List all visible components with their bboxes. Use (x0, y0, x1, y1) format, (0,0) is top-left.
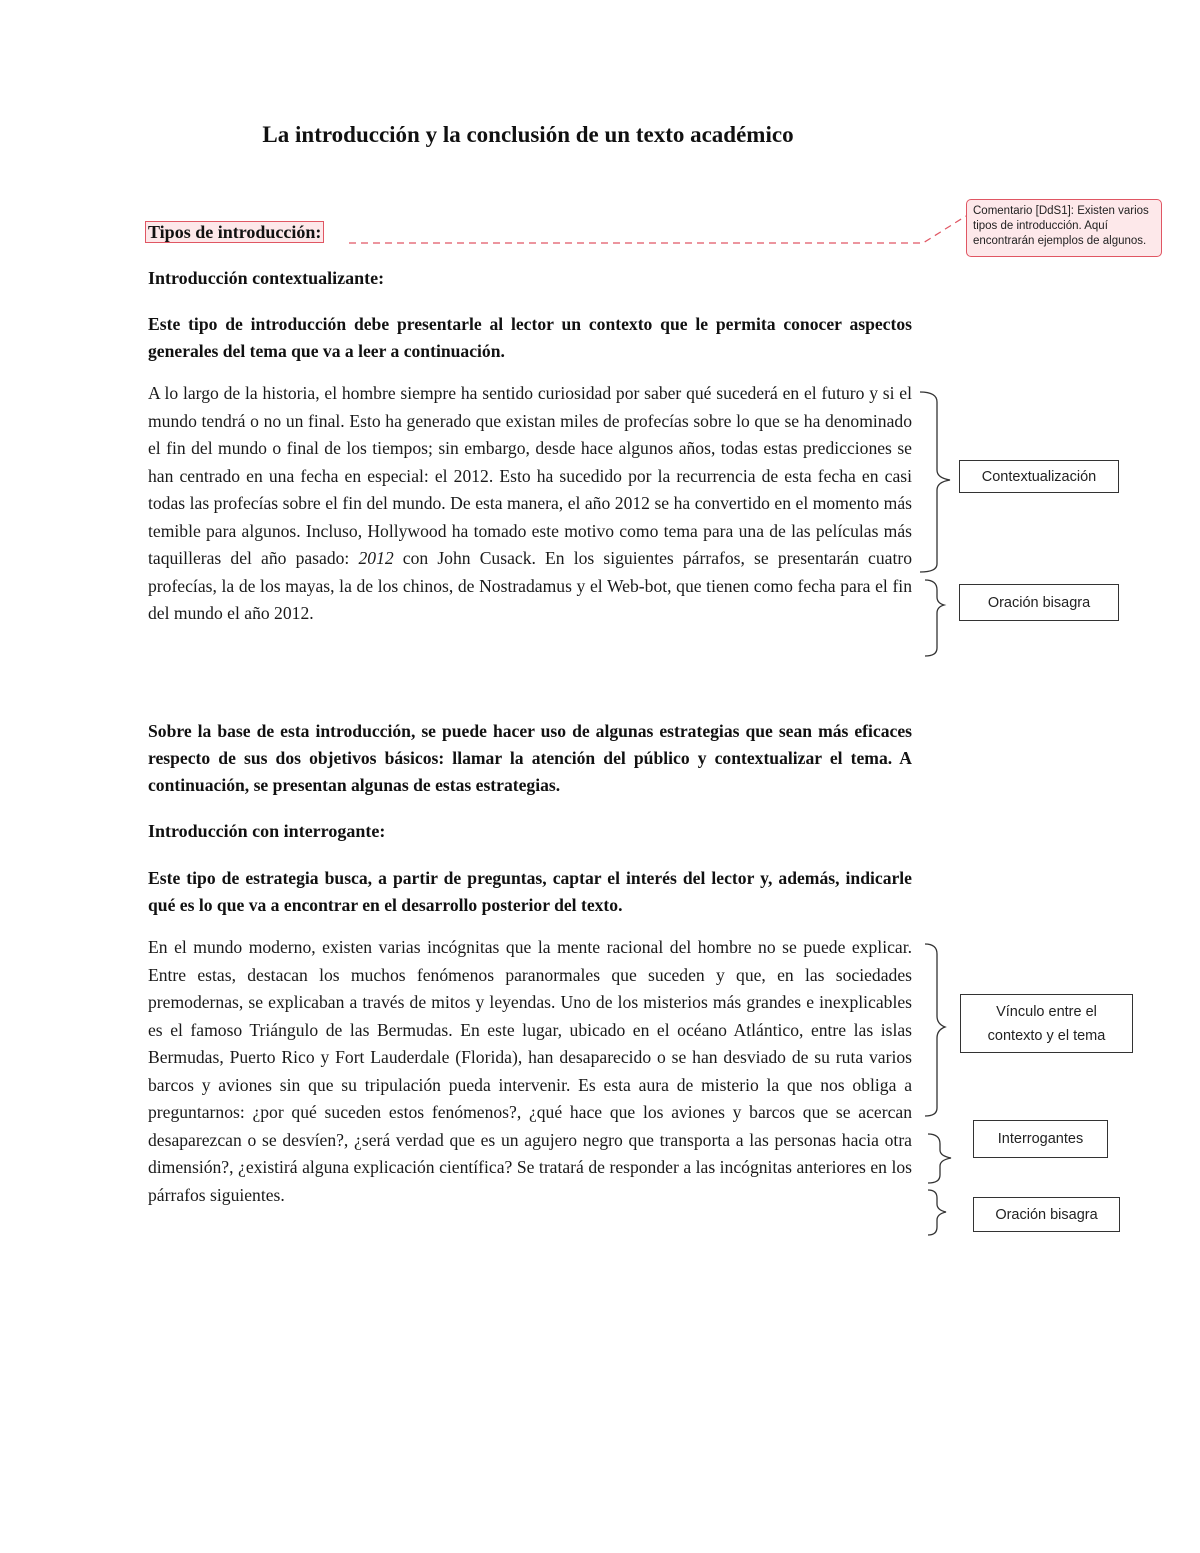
interrogative-example: En el mundo moderno, existen varias incógnitas que la mente racional del hombre no se puede explicar. Entre estas, destacan los muchos fenómenos paranormales que suceden y que, en las sociedades premodernas, se explicaban a través de mitos y leyendas. Uno de los misterios más grandes e inexplicables es el famoso Triángulo de las Bermudas. En este lugar, ubicado en el océano Atlántico, entre las islas Bermudas, Puerto Rico y Fort Lauderdale (Florida), han desaparecido o se han desviado de su ruta varios barcos y aviones sin que su tripulación pueda intervenir. Es esta aura de misterio la que nos obliga a preguntarnos: ¿por qué suceden estos fenómenos?, ¿qué hace que los aviones y barcos que se acercan desaparezcan o se desvíen?, ¿será verdad que es un agujero negro que transporta a las personas hacia otra dimensión?, ¿existirá alguna explicación científica? Se tratará de responder a las incógnitas anteriores en los párrafos siguientes. (148, 937, 912, 1205)
annotation-oracion-bisagra-2: Oración bisagra (973, 1197, 1120, 1232)
film-title: 2012 (358, 548, 394, 568)
annotation-contextualizacion: Contextualización (959, 460, 1119, 493)
contextual-heading: Introducción contextualizante: (148, 268, 385, 288)
annotation-vinculo: Vínculo entre el contexto y el tema (960, 994, 1133, 1053)
example-text-continued: con John Cusack. En los siguientes párrafos, se presentarán cuatro profecías, la de los mayas, la de los chinos, de Nostradamus y el Web-bot, que tienen como fecha para el fin del mundo el año 2012. (148, 548, 912, 623)
comment-text: Existen varios tipos de introducción. Aquí encontrarán ejemplos de algunos. (973, 205, 1149, 247)
contextual-example (148, 380, 912, 628)
section-heading (148, 222, 323, 243)
interrogative-description: Este tipo de estrategia busca, a partir de preguntas, captar el interés del lector y, además, indicarle qué es lo que va a encontrar en el desarrollo posterior del texto. (148, 868, 912, 915)
example-text: A lo largo de la historia, el hombre siempre ha sentido curiosidad por saber qué sucederá en el futuro y si el mundo tendrá o no un final. Esto ha generado que existan miles de profecías sobre lo que se ha denominado el fin del mundo o final de los tiempos; sin embargo, desde hace algunos años, todas estas predicciones se han centrado en una fecha en especial: el 2012. Esto ha sucedido por la recurrencia de esta fecha en casi todas las profecías sobre el fin del mundo. De esta manera, el año 2012 se ha convertido en el momento más temible para algunos. Incluso, Hollywood ha tomado este motivo como tema para una de las películas más taquilleras del año pasado: (148, 383, 912, 568)
bridge-paragraph: Sobre la base de esta introducción, se puede hacer uso de algunas estrategias que sean más eficaces respecto de sus dos objetivos básicos: llamar la atención del público y contextualizar el tema. A continuación, se presentan algunas de estas estrategias. (148, 721, 912, 795)
contextual-description: Este tipo de introducción debe presentarle al lector un contexto que le permita conocer aspectos generales del tema que va a leer a continuación. (148, 314, 912, 361)
comment-balloon[interactable] (966, 199, 1162, 257)
annotation-interrogantes: Interrogantes (973, 1120, 1108, 1158)
interrogative-heading: Introducción con interrogante: (148, 821, 386, 841)
comment-leader-line (349, 216, 966, 243)
commented-text[interactable]: Tipos de introducción: (148, 222, 322, 242)
comment-label: Comentario [DdS1]: (973, 205, 1074, 217)
brace-oracion-bisagra-2 (928, 1190, 946, 1235)
document-title: La introducción y la conclusión de un texto académico (262, 122, 794, 147)
brace-contextualizacion (920, 392, 950, 572)
brace-oracion-bisagra-1 (925, 580, 944, 656)
brace-interrogantes (928, 1134, 951, 1183)
annotation-oracion-bisagra-1: Oración bisagra (959, 584, 1119, 621)
brace-vinculo (925, 944, 945, 1116)
